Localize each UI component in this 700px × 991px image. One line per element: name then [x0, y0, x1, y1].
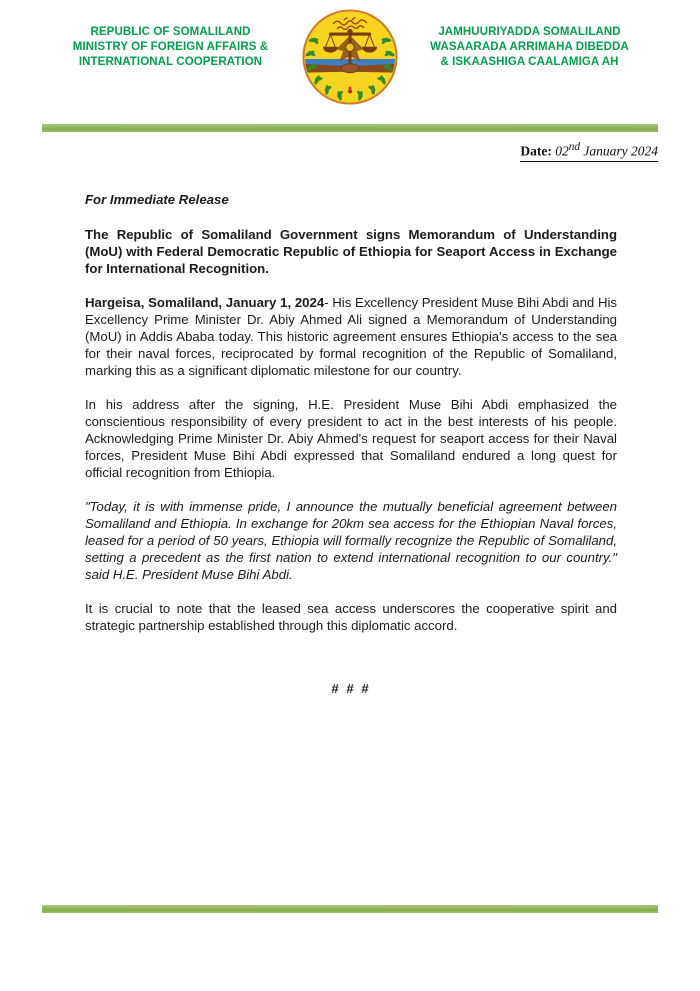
footer-divider-bar: [42, 905, 658, 913]
date-label: Date:: [520, 143, 552, 159]
paragraph-dateline: [85, 294, 617, 379]
header-divider-bar: [42, 124, 658, 132]
date-day: 02: [555, 143, 569, 159]
release-line: For Immediate Release: [85, 192, 229, 207]
paragraph-closing: It is crucial to note that the leased sea access underscores the cooperative spirit and strategic partnership established through this diplomatic accord.: [85, 601, 617, 633]
ministry-name-somali: [399, 8, 660, 70]
header-line: REPUBLIC OF SOMALILAND: [90, 26, 251, 38]
paragraph-quote: "Today, it is with immense pride, I announce the mutually beneficial agreement between Somaliland and Ethiopia. In exchange for 20km sea access for the Ethiopian Naval forces, leased for a period of 50 years, Ethiopia will formally recognize the Republic of Somaliland, setting a precedent as the first nation to extend international recognition to our country." said H.E. President Muse Bihi Abdi.: [85, 499, 617, 582]
date-line: [520, 141, 658, 162]
press-release-title: The Republic of Somaliland Government signs Memorandum of Understanding (MoU) with Federal Democratic Republic of Ethiopia for Seaport Access in Exchange for International Recognition.: [85, 227, 617, 276]
somaliland-coat-of-arms-icon: [301, 8, 399, 106]
ministry-name-english: [40, 8, 301, 70]
dateline-lead: Hargeisa, Somaliland, January 1, 2024: [85, 295, 325, 310]
paragraph-address: In his address after the signing, H.E. President Muse Bihi Abdi emphasized the conscientious responsibility of every president to act in the best interests of his people. Acknowledging Prime Minister Dr. Abiy Ahmed's request for seaport access for their Naval forces, President Muse Bihi Abdi expressed that Somaliland endured a long quest for official recognition from Ethiopia.: [85, 397, 617, 480]
header-line: WASAARADA ARRIMAHA DIBEDDA: [430, 41, 629, 53]
header-line: JAMHUURIYADDA SOMALILAND: [438, 26, 621, 38]
header-line: MINISTRY OF FOREIGN AFFAIRS &: [72, 41, 269, 53]
header-line: & ISKAASHIGA CAALAMIGA AH: [440, 56, 619, 68]
date-ordinal: nd: [568, 141, 580, 153]
dateline-rest: - His Excellency President Muse Bihi Abdi and His Excellency Prime Minister Dr. Abiy Ahmed Ali signed a Memorandum of Understanding (MoU) in Addis Ababa today. This historic agreement ensures Ethiopia's access to the sea for their naval forces, reciprocated by formal recognition of the Republic of Somaliland, marking this as a significant diplomatic milestone for our country.: [85, 295, 617, 378]
press-release-body: [85, 191, 617, 714]
letterhead: [40, 8, 660, 106]
end-marker: # # #: [331, 681, 371, 696]
header-line: INTERNATIONAL COOPERATION: [78, 56, 263, 68]
date-rest: January 2024: [580, 143, 658, 159]
